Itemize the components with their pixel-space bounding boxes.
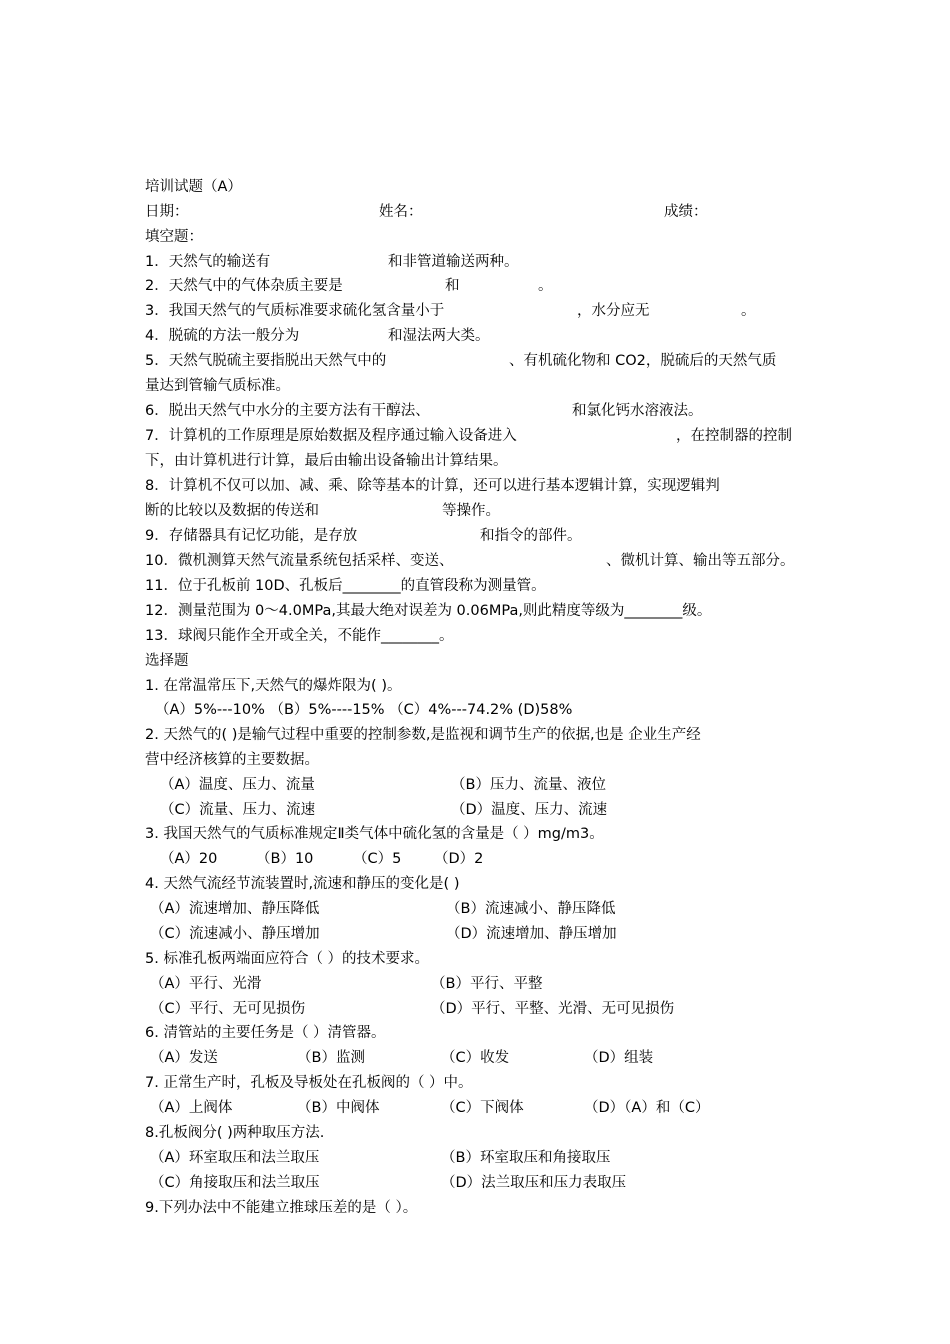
question-options bbox=[145, 1096, 910, 1120]
question-options bbox=[145, 798, 910, 822]
option-b: （B）10 bbox=[256, 851, 314, 867]
question: 1. 在常温常压下,天然气的爆炸限为( )。 bbox=[145, 678, 402, 694]
question-options bbox=[145, 922, 910, 946]
question-options bbox=[145, 1171, 910, 1195]
fill-item: 3．我国天然气的气质标准要求硫化氢含量小于 ，水分应无 。 bbox=[145, 303, 756, 319]
option-c: （C）流速减小、静压增加 bbox=[150, 926, 320, 942]
option-c: （C）流量、压力、流速 bbox=[160, 802, 316, 818]
option-b: （B）平行、平整 bbox=[431, 976, 543, 992]
option-a: （A）环室取压和法兰取压 bbox=[150, 1150, 320, 1166]
fill-item: 2．天然气中的气体杂质主要是 和 。 bbox=[145, 278, 553, 294]
fill-item: 7．计算机的工作原理是原始数据及程序通过输入设备进入 ，在控制器的控制 bbox=[145, 428, 792, 444]
option-b: （B）环室取压和角接取压 bbox=[441, 1150, 611, 1166]
question: 3. 我国天然气的气质标准规定Ⅱ类气体中硫化氢的含量是（ ）mg/m3。 bbox=[145, 826, 604, 842]
fill-item: 8．计算机不仅可以加、减、乘、除等基本的计算，还可以进行基本逻辑计算，实现逻辑判 bbox=[145, 478, 720, 494]
option-c: （C）下阀体 bbox=[441, 1100, 524, 1116]
question: 2. 天然气的( )是输气过程中重要的控制参数,是监视和调节生产的依据,也是 企业生产经 bbox=[145, 727, 701, 743]
fill-item: 10．微机测算天然气流量系统包括采样、变送、 、微机计算、输出等五部分。 bbox=[145, 553, 795, 569]
question: 6. 清管站的主要任务是（ ）清管器。 bbox=[145, 1025, 386, 1041]
option-c: （C）收发 bbox=[441, 1050, 510, 1066]
header-row bbox=[145, 200, 910, 224]
option-b: （B）监测 bbox=[297, 1050, 365, 1066]
question-continued: 营中经济核算的主要数据。 bbox=[145, 752, 319, 768]
question: 7. 正常生产时，孔板及导板处在孔板阀的（ ）中。 bbox=[145, 1075, 473, 1091]
option-a: （A）平行、光滑 bbox=[150, 976, 262, 992]
question-options bbox=[145, 972, 910, 996]
question-options bbox=[145, 847, 910, 871]
option-a: （A）20 bbox=[160, 851, 218, 867]
fill-heading: 填空题： bbox=[145, 229, 203, 245]
option-a: （A）流速增加、静压降低 bbox=[150, 901, 320, 917]
fill-item: 11．位于孔板前 10D、孔板后________的直管段称为测量管。 bbox=[145, 578, 546, 594]
option-c: （C）平行、无可见损伤 bbox=[150, 1001, 306, 1017]
question-options bbox=[145, 897, 910, 921]
option-a: （A）上阀体 bbox=[150, 1100, 233, 1116]
option-d: （D）组装 bbox=[584, 1050, 654, 1066]
option-d: （D）（A）和（C） bbox=[584, 1100, 710, 1116]
option-d: （D）平行、平整、光滑、无可见损伤 bbox=[431, 1001, 675, 1017]
question-options bbox=[145, 997, 910, 1021]
question-options bbox=[145, 1146, 910, 1170]
fill-item: 13．球阀只能作全开或全关，不能作________。 bbox=[145, 628, 454, 644]
option-a: （A）发送 bbox=[150, 1050, 218, 1066]
question: 8.孔板阀分( )两种取压方法. bbox=[145, 1125, 325, 1141]
question-options: （A）5%---10% （B）5%----15% （C）4%---74.2% (D)58% bbox=[155, 702, 573, 718]
fill-item: 9．存储器具有记忆功能，是存放 和指令的部件。 bbox=[145, 528, 582, 544]
question-options bbox=[145, 1046, 910, 1070]
page-title: 培训试题（A） bbox=[145, 179, 242, 195]
option-b: （B）流速减小、静压降低 bbox=[446, 901, 616, 917]
question: 9.下列办法中不能建立推球压差的是（ ）。 bbox=[145, 1200, 418, 1216]
option-c: （C）5 bbox=[353, 851, 402, 867]
fill-item: 4．脱硫的方法一般分为 和湿法两大类。 bbox=[145, 328, 490, 344]
date-label: 日期： bbox=[145, 204, 189, 220]
option-d: （D）流速增加、静压增加 bbox=[446, 926, 617, 942]
fill-item: 6．脱出天然气中水分的主要方法有干醇法、 和氯化钙水溶液法。 bbox=[145, 403, 703, 419]
question: 5. 标准孔板两端面应符合（ ）的技术要求。 bbox=[145, 951, 430, 967]
option-d: （D）温度、压力、流速 bbox=[451, 802, 608, 818]
fill-item: 12．测量范围为 0～4.0MPa,其最大绝对误差为 0.06MPa,则此精度等级为________级。 bbox=[145, 603, 712, 619]
option-d: （D）法兰取压和压力表取压 bbox=[441, 1175, 627, 1191]
question: 4. 天然气流经节流装置时,流速和静压的变化是( ) bbox=[145, 876, 460, 892]
option-b: （B）中阀体 bbox=[297, 1100, 380, 1116]
fill-item-continued: 量达到管输气质标准。 bbox=[145, 378, 290, 394]
score-label: 成绩： bbox=[664, 204, 708, 220]
fill-item: 1．天然气的输送有 和非管道输送两种。 bbox=[145, 254, 519, 270]
option-a: （A）温度、压力、流量 bbox=[160, 777, 315, 793]
question-options bbox=[145, 773, 910, 797]
fill-item-continued: 下，由计算机进行计算，最后由输出设备输出计算结果。 bbox=[145, 453, 508, 469]
option-c: （C）角接取压和法兰取压 bbox=[150, 1175, 320, 1191]
option-d: （D）2 bbox=[434, 851, 484, 867]
name-label: 姓名： bbox=[379, 204, 423, 220]
choice-heading: 选择题 bbox=[145, 653, 189, 669]
fill-item: 5．天然气脱硫主要指脱出天然气中的 、有机硫化物和 CO2，脱硫后的天然气质 bbox=[145, 353, 777, 369]
option-b: （B）压力、流量、液位 bbox=[451, 777, 606, 793]
fill-item: 断的比较以及数据的传送和 等操作。 bbox=[145, 503, 500, 519]
